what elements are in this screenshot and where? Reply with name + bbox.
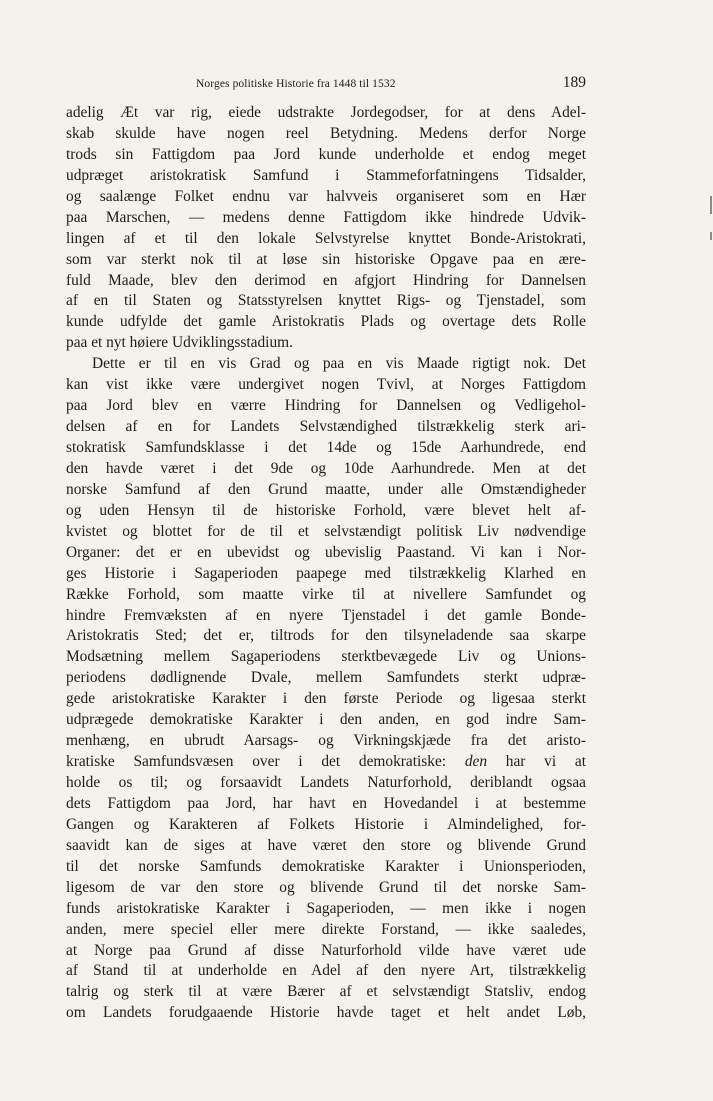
text-line: og uden Hensyn til de historiske Forhold, være blevet helt af- [66, 501, 586, 519]
text-line: norske Samfund af den Grund maatte, under alle Omstændigheder [66, 480, 586, 498]
text-line: som var sterkt nok til at løse sin historiske Opgave paa en ære- [66, 250, 586, 268]
text-line: menhæng, en ubrudt Aarsags- og Virkningskjæde fra det aristo- [66, 732, 586, 750]
text-line: gede aristokratiske Karakter i den første Periode og ligesaa sterkt [66, 690, 586, 708]
scan-edge-mark [710, 196, 712, 214]
running-title: Norges politiske Historie fra 1448 til 1532 [196, 78, 396, 90]
scan-edge-mark [710, 232, 712, 240]
running-head [66, 74, 586, 96]
text-line: ges Historie i Sagaperioden paapege med tilstrækkelig Klarhed en [66, 564, 586, 582]
text-line: kunde udfylde det gamle Aristokratis Plads og overtage dets Rolle [66, 313, 586, 331]
text-line: lingen af et til den lokale Selvstyrelse knyttet Bonde-Aristokrati, [66, 229, 586, 247]
text-line: ligesom de var den store og blivende Grund til det norske Sam- [66, 878, 586, 896]
text-line: den havde været i det 9de og 10de Aarhundrede. Men at det [66, 459, 586, 477]
text-line: kvistet og blottet for de til et selvstændigt politisk Liv nødvendige [66, 522, 586, 540]
text-line: kratiske Samfundsvæsen over i det demokratiske: den har vi at [66, 753, 586, 771]
text-line: adelig Æt var rig, eiede udstrakte Jordegodser, for at dens Adel- [66, 104, 586, 121]
body-text [66, 103, 586, 1024]
text-line: periodens dødlignende Dvale, mellem Samfundets sterkt udpræ- [66, 669, 586, 687]
text-line: skab skulde have nogen reel Betydning. Medens derfor Norge [66, 124, 586, 142]
text-line: udprægede demokratiske Karakter i den anden, en god indre Sam- [66, 711, 586, 729]
text-line: fuld Maade, blev den derimod en afgjort Hindring for Dannelsen [66, 271, 586, 289]
emphasis-den: den [464, 753, 488, 771]
text-line: om Landets forudgaaende Historie havde taget et helt andet Løb, [66, 1004, 586, 1022]
paragraph-1 [66, 103, 586, 354]
text-line: Række Forhold, som maatte virke til at nivellere Samfundet og [66, 585, 586, 603]
text-line: trods sin Fattigdom paa Jord kunde underholde et endog meget [66, 145, 586, 163]
paragraph-2 [66, 354, 586, 1024]
text-line: af Stand til at underholde en Adel af den nyere Art, tilstrækkelig [66, 962, 586, 980]
text-line: Aristokratis Sted; det er, tiltrods for den tilsyneladende saa skarpe [66, 627, 586, 645]
text-line: Dette er til en vis Grad og paa en vis Maade rigtigt nok. Det [92, 355, 586, 373]
text-line: talrig og sterk til at være Bærer af et selvstændigt Statsliv, endog [66, 983, 586, 1001]
page-number: 189 [562, 74, 586, 91]
text-line: af en til Staten og Statsstyrelsen knyttet Rigs- og Tjenstadel, som [66, 292, 586, 310]
text-line: dets Fattigdom paa Jord, har havt en Hovedandel i at bestemme [66, 794, 586, 812]
text-line: saavidt kan de siges at have været den store og blivende Grund [66, 836, 586, 854]
text-line: paa et nyt høiere Udviklingsstadium. [66, 334, 293, 352]
text-line: hindre Fremvæksten af en nyere Tjenstadel i det gamle Bonde- [66, 606, 586, 624]
text-line: udpræget aristokratisk Samfund i Stammeforfatningens Tidsalder, [66, 166, 586, 184]
text-line: funds aristokratiske Karakter i Sagaperioden, — men ikke i nogen [66, 899, 586, 917]
text-line: til det norske Samfunds demokratiske Karakter i Unionsperioden, [66, 857, 586, 875]
text-line: anden, mere speciel eller mere direkte Forstand, — ikke saaledes, [66, 920, 586, 938]
text-line: Modsætning mellem Sagaperiodens sterktbevægede Liv og Unions- [66, 648, 586, 666]
text-line: delsen af en for Landets Selvstændighed tilstrækkelig sterk ari- [66, 418, 586, 436]
text-line: at Norge paa Grund af disse Naturforhold vilde have været ude [66, 941, 586, 959]
text-line: paa Marschen, — medens denne Fattigdom ikke hindrede Udvik- [66, 208, 586, 226]
text-line: og saalænge Folket endnu var halvveis organiseret som en Hær [66, 187, 586, 205]
text-line: Organer: det er en ubevidst og ubevislig Paastand. Vi kan i Nor- [66, 543, 586, 561]
text-line: holde os til; og forsaavidt Landets Naturforhold, deriblandt ogsaa [66, 774, 586, 791]
text-line: paa Jord blev en værre Hindring for Dannelsen og Vedligehol- [66, 397, 586, 415]
text-line: Gangen og Karakteren af Folkets Historie i Almindelighed, for- [66, 815, 586, 833]
text-line: stokratisk Samfundsklasse i det 14de og 15de Aarhundrede, end [66, 439, 586, 456]
text-line: kan vist ikke være undergivet nogen Tvivl, at Norges Fattigdom [66, 376, 586, 394]
